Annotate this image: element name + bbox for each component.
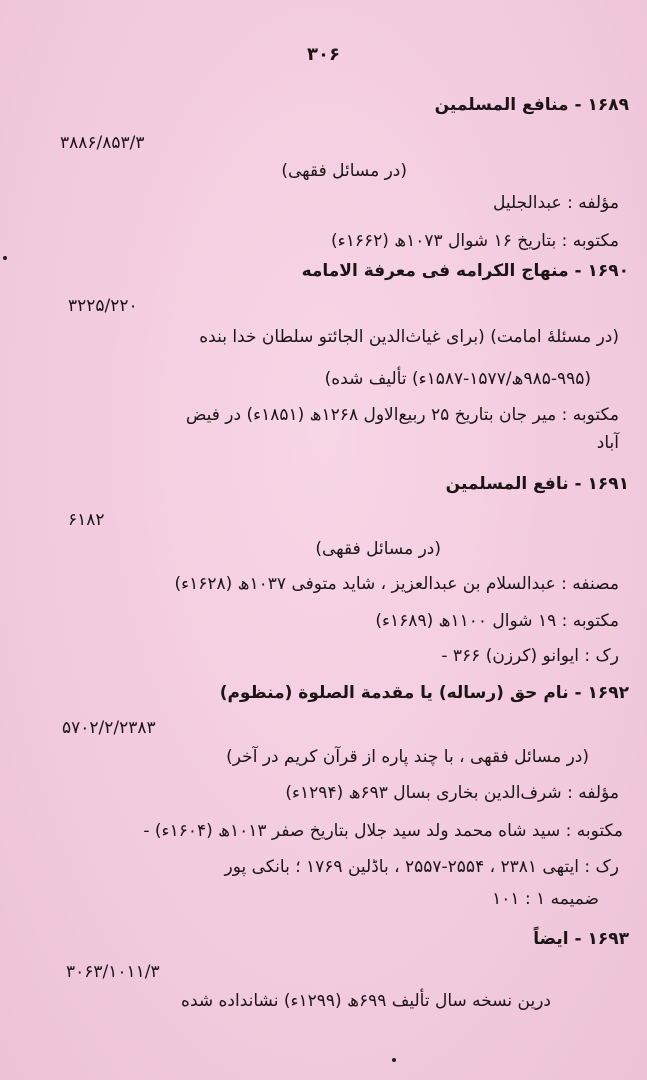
entry-code: ۳۲۲۵/۲۲۰ <box>68 296 138 316</box>
entry-line: مکتوبه : میر جان بتاریخ ۲۵ ربیع‌الاول ۱۲۶۸ھ (۱۸۵۱ء) در فیض <box>185 405 619 425</box>
entry-code: ۳۰۶۳/۱۰۱۱/۳ <box>66 962 160 982</box>
entry-line: رک : ایوانو (کرزن) ۳۶۶ - <box>441 646 619 666</box>
entry-code: ۳۸۸۶/۸۵۳/۳ <box>60 133 145 153</box>
entry-line: (در مسئلهٔ امامت) (برای غیاث‌الدین الجائتو سلطان خدا بنده <box>199 327 619 347</box>
entry-line: (در مسائل فقهی) <box>315 539 441 559</box>
page-number: ۳۰۶ <box>307 44 340 65</box>
entry-line: آباد <box>596 433 619 453</box>
entry-line: مکتوبه : بتاریخ ۱۶ شوال ۱۰۷۳ھ (۱۶۶۲ء) <box>331 231 619 251</box>
entry-line: (در مسائل فقهی ، با چند پاره از قرآن کریم در آخر) <box>226 747 589 767</box>
entry-line: مکتوبه : ۱۹ شوال ۱۱۰۰ھ (۱۶۸۹ء) <box>375 611 619 631</box>
entry-line: درین نسخه سال تألیف ۶۹۹ھ (۱۲۹۹ء) نشانداده شده <box>181 991 551 1011</box>
entry-line: رک : ایتهی ۲۳۸۱ ، ۲۵۵۴-۲۵۵۷ ، باڈلین ۱۷۶۹ ؛ بانکی پور <box>224 857 619 877</box>
entry-line: مؤلفه : عبدالجلیل <box>492 193 619 213</box>
entry-heading: ۱۶۹۳ - ایضاً <box>533 929 629 949</box>
entry-line: مؤلفه : شرف‌الدین بخاری بسال ۶۹۳ھ (۱۲۹۴ء) <box>285 783 619 803</box>
entry-heading: ۱۶۹۰ - منهاج الکرامه فی معرفة الامامه <box>301 261 629 281</box>
ink-speck <box>392 1058 396 1062</box>
entry-heading: ۱۶۹۱ - نافع المسلمین <box>445 474 629 494</box>
entry-code: ۶۱۸۲ <box>68 510 105 530</box>
entry-line: مکتوبه : سید شاه محمد ولد سید جلال بتاریخ صفر ۱۰۱۳ھ (۱۶۰۴ء) - <box>143 821 623 841</box>
entry-line: (در مسائل فقهی) <box>281 161 407 181</box>
entry-heading: ۱۶۸۹ - منافع المسلمین <box>434 95 629 115</box>
entry-code: ۵۷۰۲/۲/۲۳۸۳ <box>62 718 156 738</box>
ink-speck <box>3 256 7 260</box>
entry-line: ضمیمه ۱ : ۱۰۱ <box>492 889 599 909</box>
entry-line: (۹۸۵-۹۹۵ھ/۱۵۷۷-۱۵۸۷ء) تألیف شده) <box>324 369 591 389</box>
entry-heading: ۱۶۹۲ - نام حق (رساله) یا مقدمة الصلوة (منظوم) <box>219 683 629 703</box>
entry-line: مصنفه : عبدالسلام بن عبدالعزیز ، شاید متوفی ۱۰۳۷ھ (۱۶۲۸ء) <box>174 574 619 594</box>
